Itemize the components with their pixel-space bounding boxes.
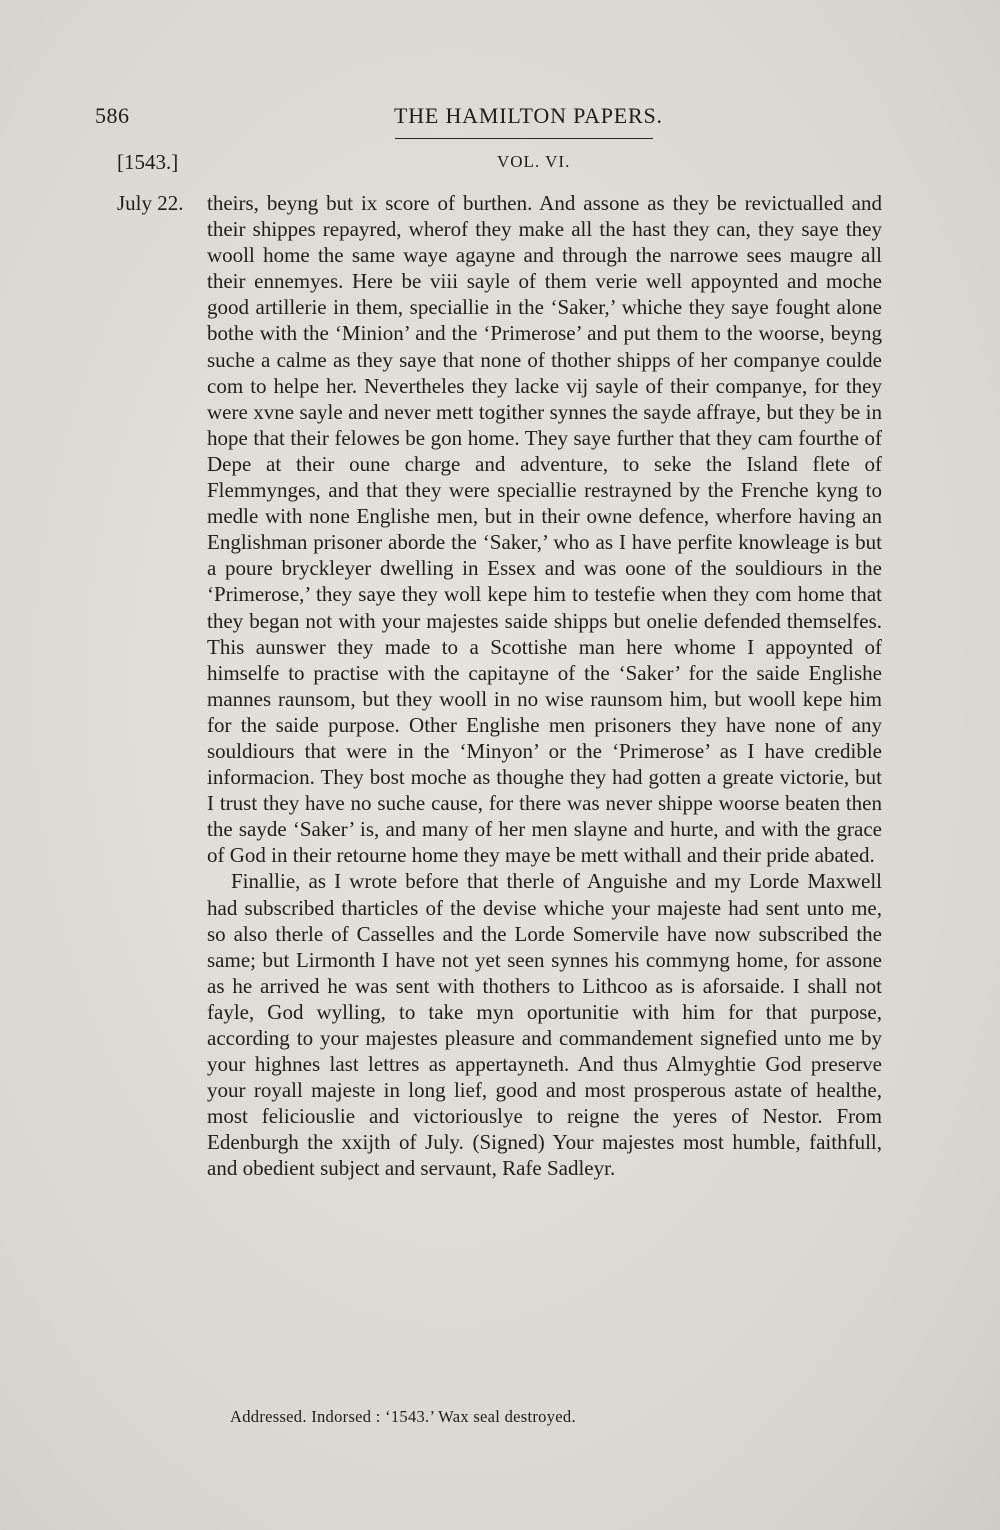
year-marker: [1543.] bbox=[117, 150, 179, 174]
header-rule bbox=[395, 138, 653, 139]
endorsement-note: Addressed. Indorsed : ‘1543.’ Wax seal destroyed. bbox=[230, 1407, 576, 1426]
entry-date: July 22. bbox=[117, 191, 184, 215]
page-number: 586 bbox=[95, 103, 130, 128]
paragraph-1: theirs, beyng but ix score of burthen. And assone as they be revictualled and their shippes repayred, wherof they make all the hast they can, they saye they wooll home the same waye agayne and through the narrowe sees maugre all their ennemyes. Here be viii sayle of them verie well appoynted and moche good artillerie in them, speciallie in the ‘Saker,’ whiche they saye fought alone bothe with the ‘Minion’ and the ‘Primerose’ and put them to the woorse, beyng suche a calme as they saye that none of thother shipps of her companye coulde com to helpe her. Nevertheles they lacke vij sayle of their companye, for they were xvne sayle and never mett togither synnes the sayde affraye, but they be in hope that their felowes be gon home. They saye further that they cam fourthe of Depe at their oune charge and adventure, to seke the Island flete of Flemmynges, and that they were speciallie restrayned by the Frenche kyng to medle with none Englishe men, but in their owne defence, wherfore having an Englishman prisoner aborde the ‘Saker,’ who as I have perfite knowleage is but a poure bryckleyer dwelling in Essex and was oone of the souldiours in the ‘Primerose,’ they saye they woll kepe him to testefie when they com home that they began not with your majestes saide shipps but onelie defended themselfes. This aunswer they made to a Scottishe man here whome I appoynted of himselfe to practise with the capitayne of the ‘Saker’ for the saide Englishe mannes raunsom, but they wooll in no wise raunsom him, but wooll kepe him for the saide purpose. Other Englishe men prisoners they have none of any souldiours that were in the ‘Minyon’ or the ‘Primerose’ as I have credible informacion. They bost moche as thoughe they had gotten a greate victorie, but I trust they have no suche cause, for there was never shippe woorse beaten then the sayde ‘Saker’ is, and many of her men slayne and hurte, and with the grace of God in their retourne home they maye be mett withall and their pride abated. bbox=[207, 191, 882, 868]
letter-body bbox=[207, 190, 882, 1182]
running-head: THE HAMILTON PAPERS. bbox=[394, 103, 663, 128]
paragraph-2: Finallie, as I wrote before that therle of Anguishe and my Lorde Maxwell had subscribed tharticles of the devise whiche your majeste had sent unto me, so also therle of Casselles and the Lorde Somervile have now subscribed the same; but Lirmonth I have not yet seen synnes his commyng home, for assone as he arrived he was sent with thothers to Lithcoo as is aforsaide. I shall not fayle, God wylling, to take myn oportunitie with him for that purpose, according to your majestes pleasure and commandement signefied unto me by your highnes last lettres as appertayneth. And thus Almyghtie God preserve your royall majeste in long lief, good and most prosperous astate of healthe, most feliciouslie and victoriouslye to reigne the yeres of Nestor. From Edenburgh the xxijth of July. (Signed) Your majestes most humble, faithfull, and obedient subject and servaunt, Rafe Sadleyr. bbox=[207, 869, 882, 1181]
volume-label: VOL. VI. bbox=[497, 152, 571, 171]
